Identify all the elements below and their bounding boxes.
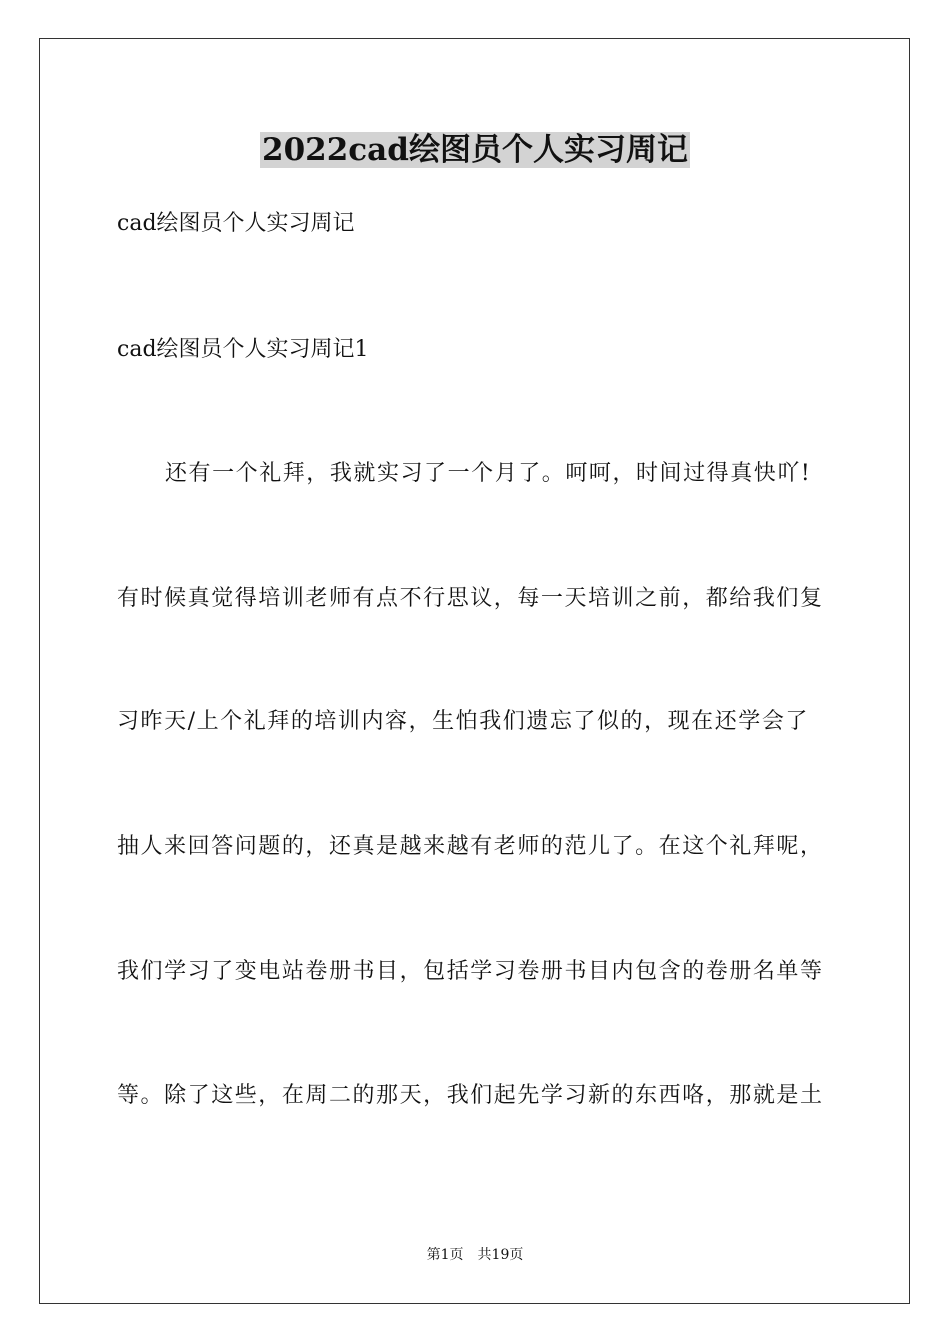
- paragraph-line: 有时候真觉得培训老师有点不行思议，每一天培训之前，都给我们复: [117, 586, 824, 611]
- document-subtitle: cad绘图员个人实习周记: [117, 211, 355, 236]
- paragraph-line: 习昨天/上个礼拜的培训内容，生怕我们遗忘了似的，现在还学会了: [117, 709, 809, 734]
- section-heading: cad绘图员个人实习周记1: [117, 337, 369, 362]
- paragraph-line: 我们学习了变电站卷册书目，包括学习卷册书目内包含的卷册名单等: [117, 959, 824, 984]
- paragraph-line: 等。除了这些，在周二的那天，我们起先学习新的东西咯，那就是土: [117, 1083, 824, 1108]
- paragraph-line: 抽人来回答问题的，还真是越来越有老师的范儿了。在这个礼拜呢，: [117, 834, 824, 859]
- document-title: [0, 128, 950, 172]
- paragraph-line: 还有一个礼拜，我就实习了一个月了。呵呵，时间过得真快吖!: [165, 461, 812, 486]
- document-title-text: 2022cad绘图员个人实习周记: [262, 132, 688, 168]
- page-footer: 第1页 共19页: [426, 1247, 524, 1263]
